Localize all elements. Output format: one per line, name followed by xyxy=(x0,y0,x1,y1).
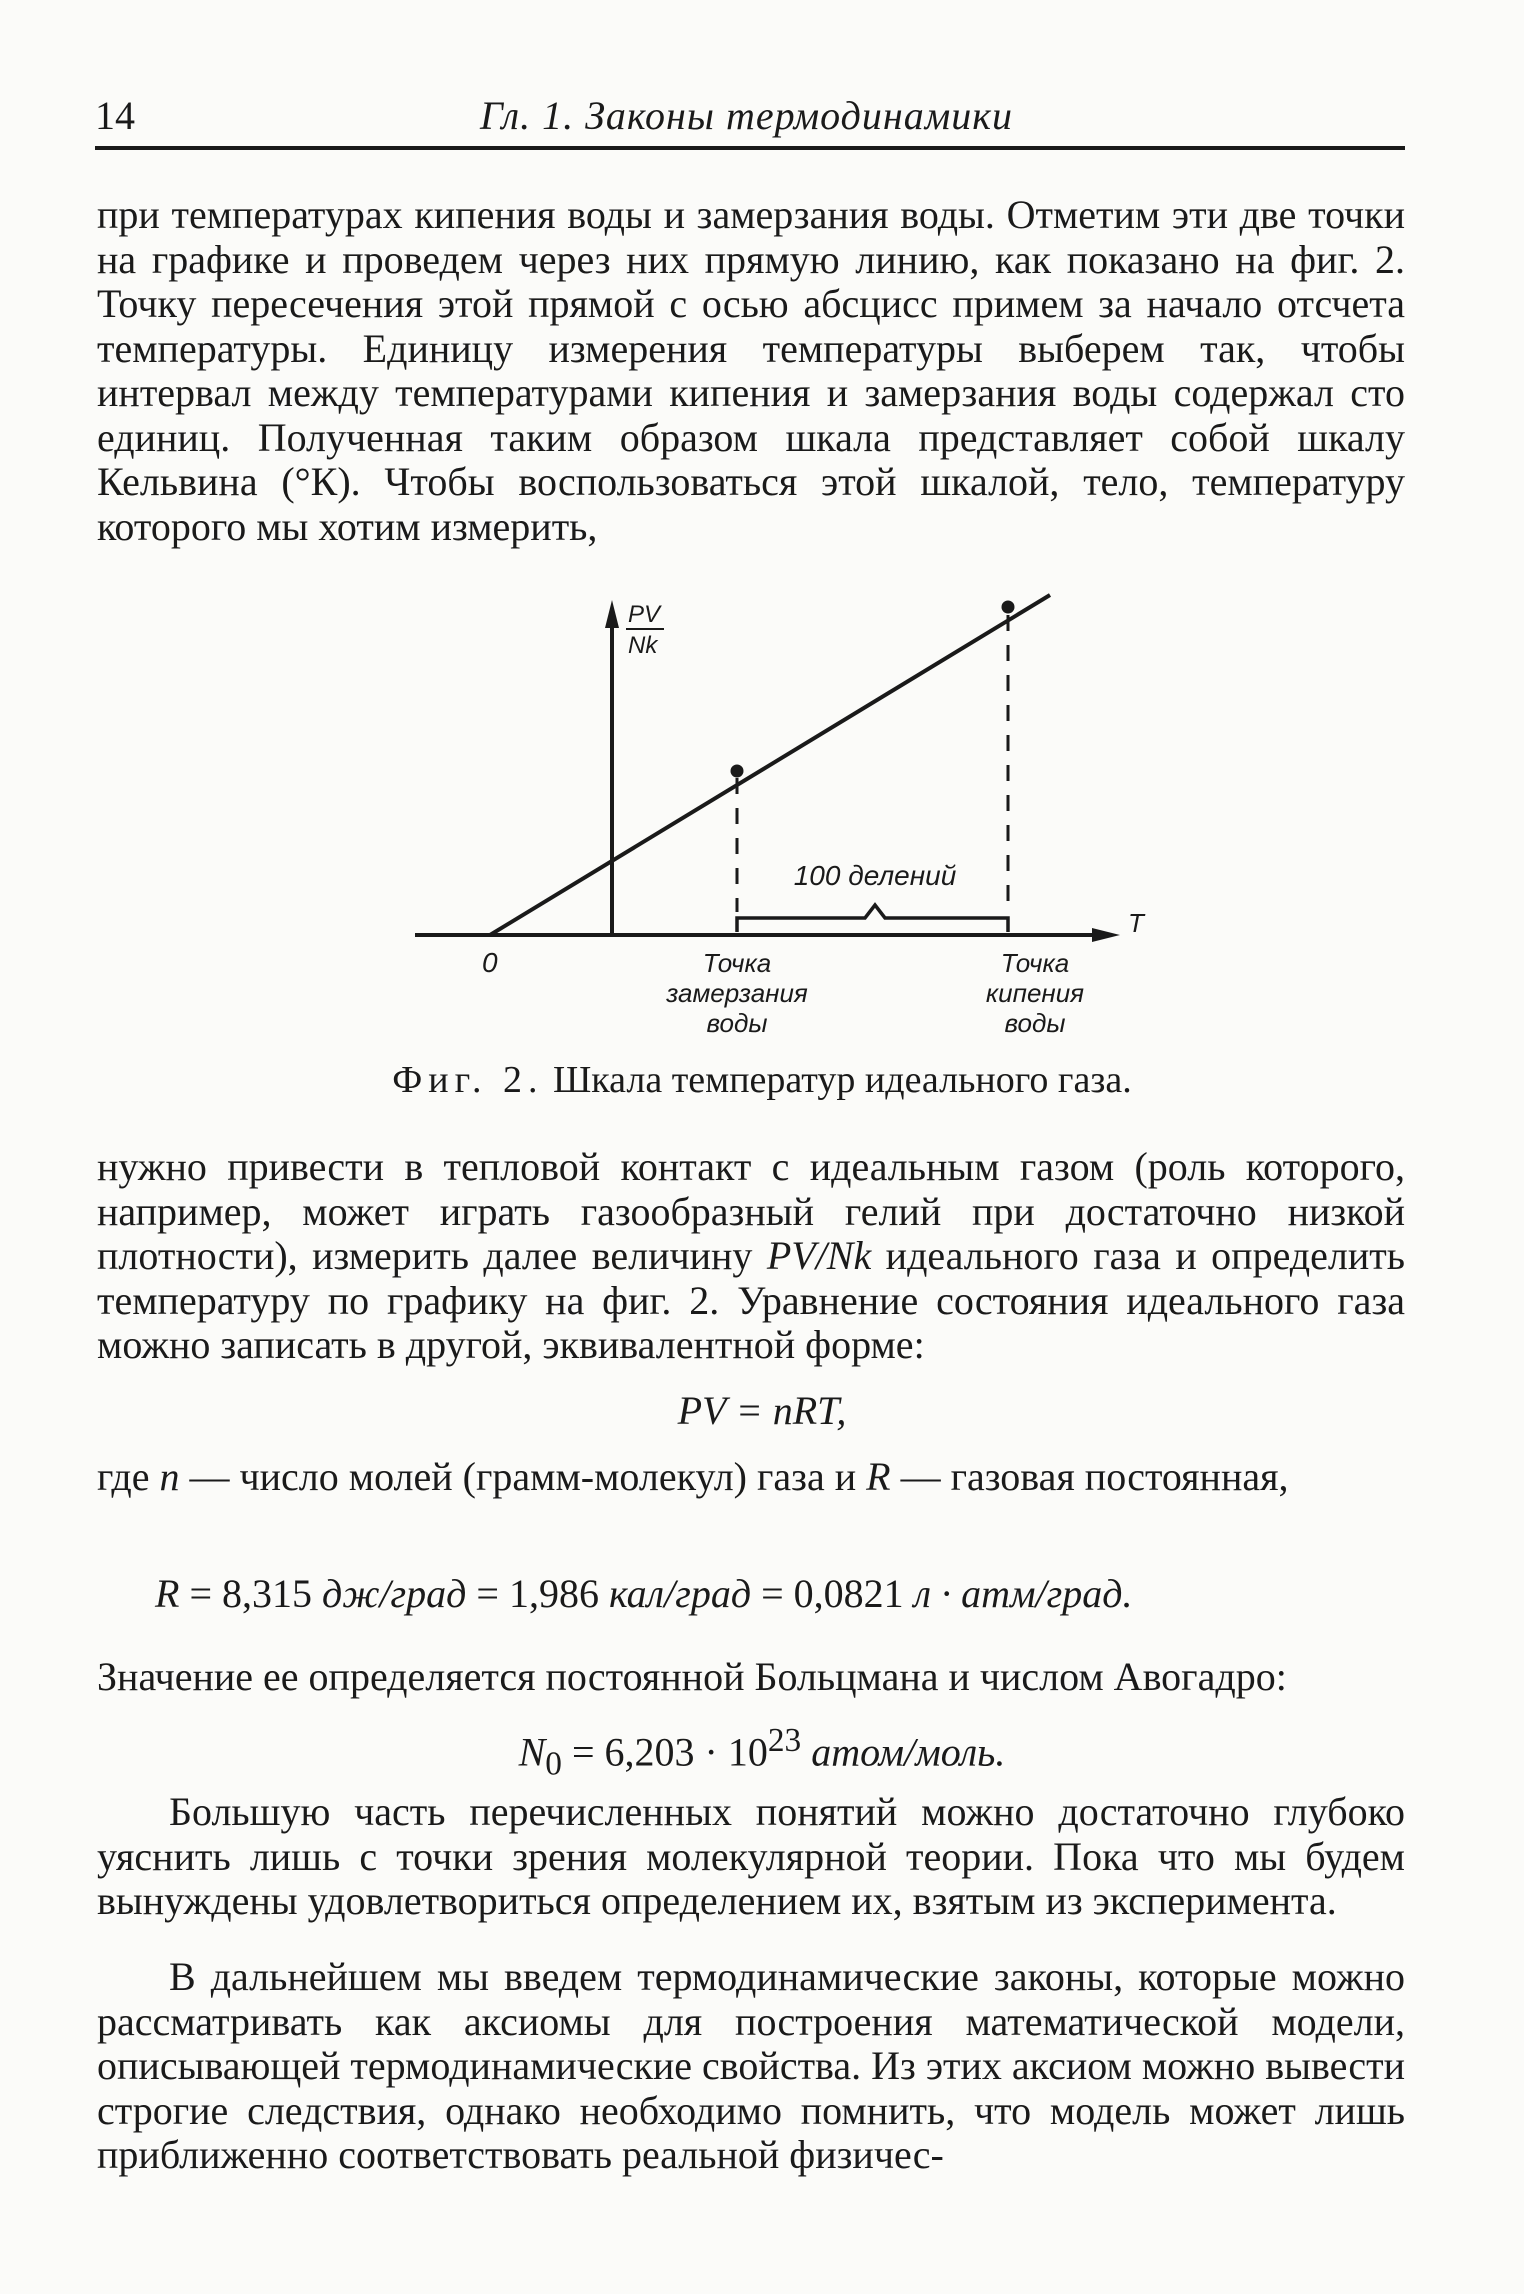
header-rule xyxy=(95,146,1405,150)
paragraph-6: В дальнейшем мы введем термодинамические законы, которые можно рассматривать как аксиомы для построения математической модели, описывающей термодинамические свойства. Из этих аксиом можно вывести строгие следствия, однако необходимо помнить, что модель может лишь приближенно соответствовать реальной физичес- xyxy=(97,1954,1405,2177)
paragraph-3-part-a: где xyxy=(97,1454,150,1499)
paragraph-3 xyxy=(97,1455,1297,1500)
eq3-value: = 6,203 · 10 xyxy=(571,1729,768,1775)
equation-gas-constant xyxy=(95,1570,1405,1617)
paragraph-2-part-b: идеального газа и определить температуру по графику на фиг. 2. Уравнение состояния идеального газа можно записать в другой, эквивалентной форме: xyxy=(97,1233,1405,1367)
x-label: T xyxy=(1128,908,1144,938)
variable-n: n xyxy=(159,1454,180,1499)
page-header xyxy=(95,92,1405,148)
freezing-label-line-3: воды xyxy=(706,1008,768,1038)
running-head: Гл. 1. Законы термодинамики xyxy=(480,93,1013,138)
eq2-lhs: R xyxy=(155,1571,180,1616)
temperature-scale-diagram xyxy=(380,560,1144,1060)
origin-label: 0 xyxy=(482,947,498,978)
paragraph-1: при температурах кипения воды и замерзания воды. Отметим эти две точки на графике и проведем через них прямую линию, как показано на фиг. 2. Точку пересечения этой прямой с осью абсцисс примем за начало отсчета температуры. Единицу измерения температуры выберем так, чтобы интервал между температурами кипения и замерзания воды содержал сто единиц. Полученная таким образом шкала представляет собой шкалу Кельвина (°К). Чтобы воспользоваться этой шкалой, тело, температуру которого мы хотим измерить, xyxy=(97,192,1405,549)
eq2-unit-2: кал/град xyxy=(608,1571,752,1616)
variable-pv-nk: PV/Nk xyxy=(766,1233,872,1278)
freezing-point-marker xyxy=(731,765,744,778)
y-label-top: PV xyxy=(628,601,661,628)
page-number: 14 xyxy=(95,93,135,138)
paragraph-5: Большую часть перечисленных понятий можно достаточно глубоко уяснить лишь с точки зрения молекулярной теории. Пока что мы будем вынуждены удовлетвориться определением их, взятым из эксперимента. xyxy=(97,1789,1405,1923)
figure-caption xyxy=(0,1058,1524,1102)
freezing-label-line-1: Точка xyxy=(702,948,772,978)
freezing-label-line-2: замерзания xyxy=(666,978,808,1008)
caption-text: Шкала температур идеального газа. xyxy=(552,1059,1132,1101)
interval-label: 100 делений xyxy=(793,860,957,891)
paragraph-2 xyxy=(97,1145,1405,1368)
y-label-bottom: Nk xyxy=(628,632,658,659)
variable-r: R xyxy=(866,1454,891,1499)
boiling-point-marker xyxy=(1002,601,1015,614)
y-axis-arrow xyxy=(605,600,619,628)
eq3-lhs: N xyxy=(518,1729,546,1775)
ideal-gas-line xyxy=(490,595,1050,935)
figure-2 xyxy=(380,560,1144,1060)
eq2-unit-1: дж/град xyxy=(322,1571,467,1616)
paragraph-2-part-a: нужно привести в тепловой контакт с идеальным газом (роль которого, например, может играть газообразный гелий при достаточно низкой плотности), измерить далее величину xyxy=(97,1144,1405,1278)
x-axis-arrow xyxy=(1092,928,1120,942)
equation-ideal-gas: PV = nRT, xyxy=(677,1388,847,1433)
eq2-unit-3: л · атм/град. xyxy=(913,1571,1133,1616)
paragraph-3-part-b: — число молей (грамм-молекул) газа и xyxy=(189,1454,857,1499)
boiling-label-line-3: воды xyxy=(1004,1008,1066,1038)
equation-avogadro xyxy=(0,1722,1524,1783)
paragraph-3-part-c: — газовая постоянная, xyxy=(900,1454,1289,1499)
paragraph-4: Значение ее определяется постоянной Больцмана и числом Авогадро: xyxy=(97,1654,1287,1699)
eq2-value-1: = 8,315 xyxy=(189,1571,312,1616)
eq2-value-3: = 0,0821 xyxy=(761,1571,904,1616)
interval-brace xyxy=(737,905,1008,932)
eq3-unit: атом/моль. xyxy=(811,1729,1006,1775)
eq3-subscript: 0 xyxy=(545,1745,562,1783)
boiling-label-line-2: кипения xyxy=(985,978,1085,1008)
boiling-label-line-1: Точка xyxy=(1000,948,1070,978)
caption-prefix: Фиг. 2. xyxy=(392,1059,544,1101)
eq3-exponent: 23 xyxy=(767,1722,802,1759)
eq2-value-2: = 1,986 xyxy=(476,1571,599,1616)
